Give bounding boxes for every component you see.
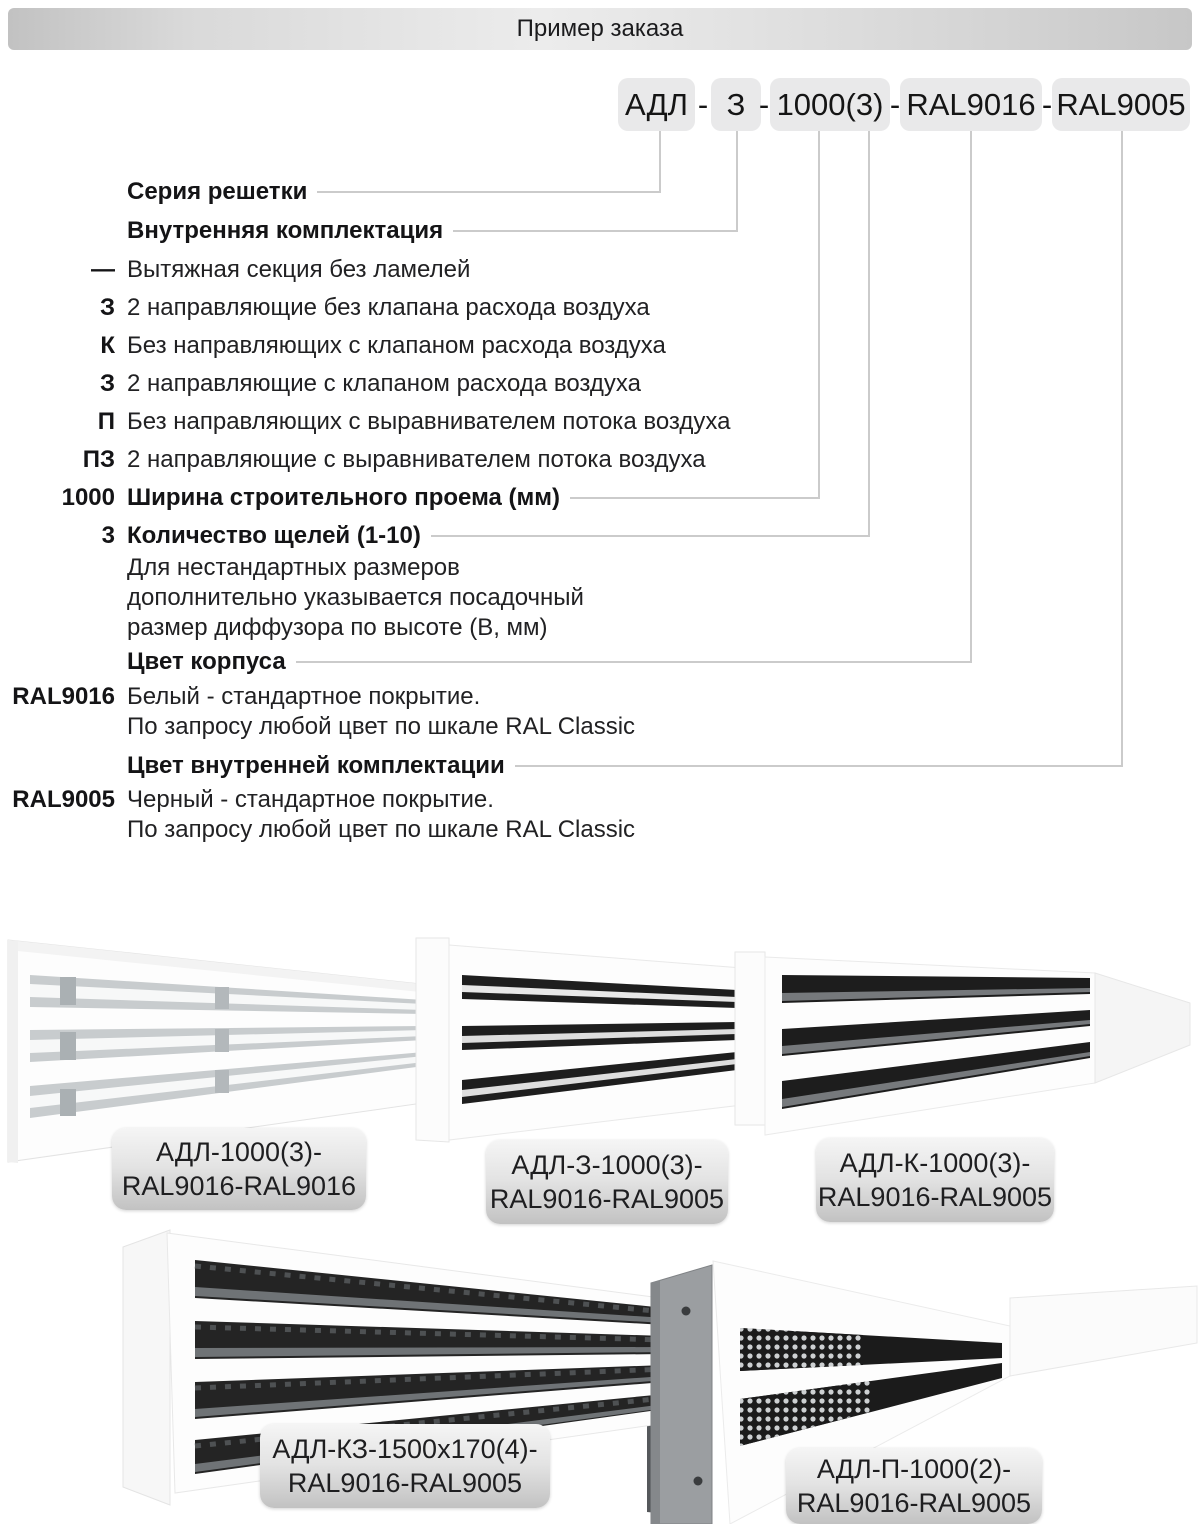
body-color-line2: По запросу любой цвет по шкале RAL Classic (127, 713, 636, 740)
grille-frame-arm (1010, 1286, 1197, 1376)
connector-line-bodycolor (970, 131, 972, 663)
width-label: Ширина строительного проема (мм) (127, 484, 561, 511)
width-key: 1000 (61, 484, 115, 511)
slot-perforation (740, 1328, 863, 1371)
slot-post (60, 1089, 76, 1116)
option-text: 2 направляющие с выравнивателем потока воздуха (127, 446, 706, 473)
option-text: 2 направляющие с клапаном расхода воздуха (127, 370, 641, 397)
body-color-label: Цвет корпуса (127, 648, 286, 675)
leader-line (515, 765, 1122, 767)
product-label-line2: RAL9016-RAL9005 (796, 1488, 1032, 1518)
slot-post (215, 1070, 229, 1093)
screw (682, 1307, 691, 1316)
order-code-dash: - (1041, 86, 1053, 122)
internal-color-desc-row (0, 786, 494, 814)
leader-line (453, 230, 737, 232)
body-color-desc-row (0, 683, 480, 711)
order-code-segment-series: АДЛ (618, 78, 695, 131)
connector-line-width (818, 131, 820, 499)
product-photo-adl-z (412, 928, 747, 1153)
order-code-segment-config: З (711, 78, 761, 131)
slots-label: Количество щелей (1-10) (127, 522, 421, 549)
note-line: размер диффузора по высоте (В, мм) (127, 614, 548, 641)
legend-row-body-color (0, 648, 971, 676)
connector-line-innercolor (1121, 131, 1123, 767)
internal-color-key: RAL9005 (12, 786, 115, 813)
grille-left-edge (8, 940, 18, 1163)
connector-line-slots (868, 131, 870, 537)
product-label-adl (112, 1128, 366, 1210)
slot-post (215, 1029, 229, 1052)
product-label-line2: RAL9016-RAL9005 (489, 1184, 725, 1214)
mounting-flange (123, 1230, 170, 1505)
mounting-plate-edge (651, 1280, 660, 1524)
product-label-line1: АДЛ-З-1000(3)- (511, 1150, 703, 1180)
internal-color-line2: По запросу любой цвет по шкале RAL Classic (127, 816, 636, 843)
slot-post (60, 977, 76, 1005)
legend-label: Серия решетки (127, 178, 308, 205)
option-text: Без направляющих с выравнивателем потока воздуха (127, 408, 731, 435)
header-bar (8, 8, 1192, 50)
product-label-adl-p (786, 1448, 1042, 1524)
order-code-segment-innercolor: RAL9005 (1052, 78, 1190, 131)
grille-right-face (1095, 973, 1190, 1083)
internal-color-label: Цвет внутренней комплектации (127, 752, 505, 779)
body-color-key: RAL9016 (12, 683, 115, 710)
option-key: К (100, 332, 115, 359)
slot-post (215, 987, 229, 1009)
legend-option-row (0, 332, 666, 360)
leader-line (317, 191, 660, 193)
note-line: дополнительно указывается посадочный (127, 584, 584, 611)
internal-color-desc-row (0, 816, 635, 844)
note-line: Для нестандартных размеров (127, 554, 460, 581)
order-code-dash: - (758, 86, 770, 122)
leader-line (431, 535, 869, 537)
internal-color-line1: Черный - стандартное покрытие. (127, 786, 494, 813)
option-text: 2 направляющие без клапана расхода воздуха (127, 294, 650, 321)
product-label-line1: АДЛ-К-1000(3)- (839, 1148, 1031, 1178)
product-label-line1: АДЛ-П-1000(2)- (816, 1454, 1012, 1484)
leader-line (296, 661, 971, 663)
slots-key: 3 (101, 522, 115, 549)
legend-option-row (0, 256, 470, 284)
legend-label: Внутренняя комплектация (127, 217, 444, 244)
slot-post (60, 1032, 76, 1060)
option-key: — (91, 256, 115, 283)
body-color-line1: Белый - стандартное покрытие. (127, 683, 481, 710)
leader-line (570, 497, 819, 499)
order-code-segment-size: 1000(3) (770, 78, 890, 131)
order-code-dash: - (697, 86, 709, 122)
screw (694, 1477, 703, 1486)
legend-row-series (0, 178, 660, 206)
legend-row-width (0, 484, 819, 512)
grille-end-cap (735, 952, 765, 1125)
legend-option-row (0, 446, 706, 474)
product-photo-adl-k (708, 942, 1200, 1147)
body-color-desc-row (0, 713, 635, 741)
page-title: Пример заказа (516, 15, 684, 42)
option-text: Без направляющих с клапаном расхода воздуха (127, 332, 666, 359)
legend-option-row (0, 294, 650, 322)
option-key: З (99, 370, 115, 397)
legend-row-slots (0, 522, 869, 550)
mounting-plate (651, 1265, 712, 1524)
option-text: Вытяжная секция без ламелей (127, 256, 471, 283)
product-label-adl-kz (260, 1424, 550, 1508)
legend-row-internal-color (0, 752, 1122, 780)
order-code-dash: - (889, 86, 901, 122)
option-key: З (99, 294, 115, 321)
legend-row-internal-config (0, 217, 737, 245)
product-label-adl-z (486, 1140, 728, 1224)
product-label-line2: RAL9016-RAL9005 (287, 1468, 523, 1498)
legend-option-row (0, 408, 730, 436)
note-nonstandard-sizes (127, 553, 584, 643)
product-label-adl-k (816, 1138, 1054, 1222)
product-label-line2: RAL9016-RAL9005 (817, 1182, 1053, 1212)
order-code-segment-bodycolor: RAL9016 (900, 78, 1042, 131)
option-key: ПЗ (82, 446, 115, 473)
grille-end-cap (416, 938, 449, 1142)
legend-option-row (0, 370, 641, 398)
product-label-line2: RAL9016-RAL9016 (121, 1171, 357, 1201)
product-label-line1: АДЛ-1000(3)- (156, 1137, 322, 1167)
option-key: П (97, 408, 115, 435)
product-label-line1: АДЛ-КЗ-1500х170(4)- (272, 1434, 538, 1464)
